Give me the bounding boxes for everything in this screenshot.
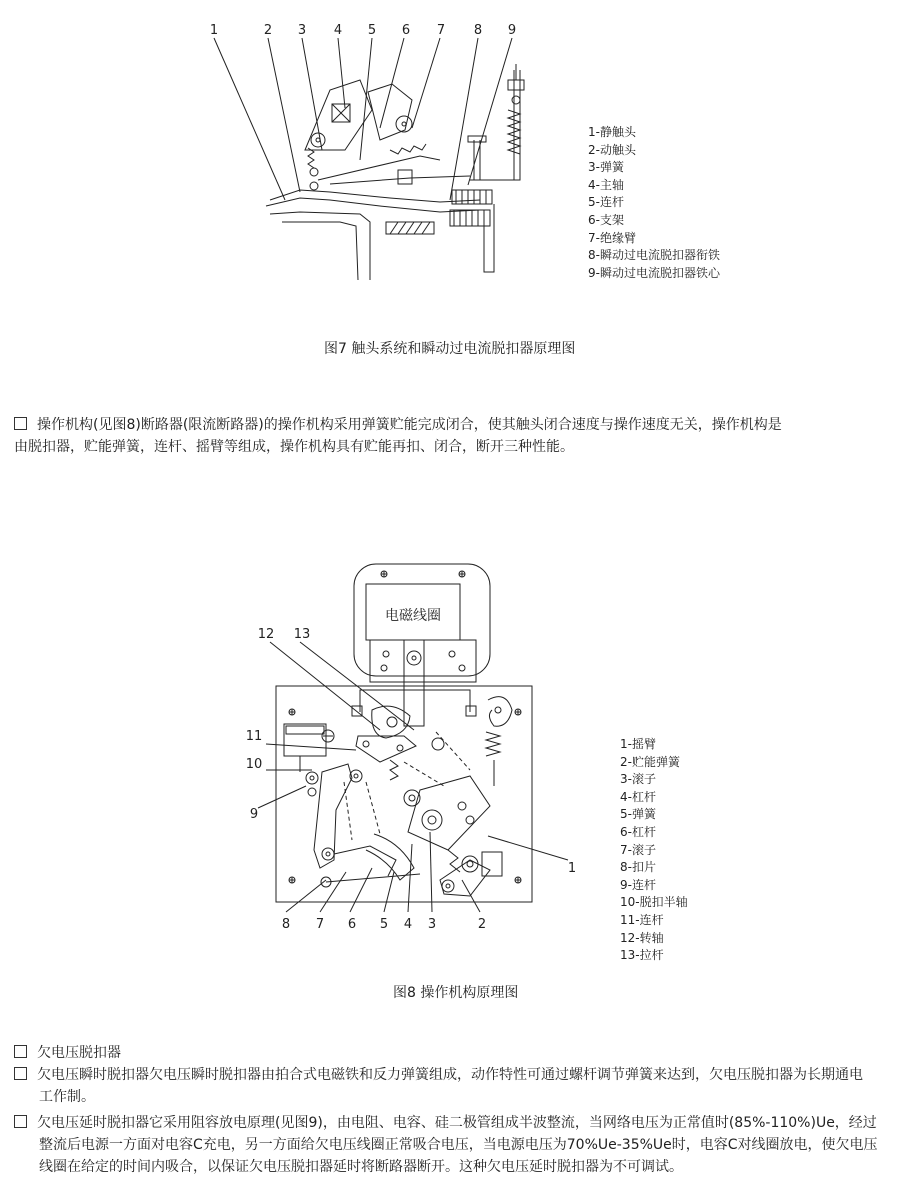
fig8-callout-8: 8 — [281, 917, 291, 932]
fig8-legend-item: 7-滚子 — [620, 842, 656, 857]
checkbox-icon — [14, 1115, 27, 1128]
fig8-legend-item: 12-转轴 — [620, 930, 664, 945]
figure-8 — [0, 550, 920, 1000]
fig8-legend-item: 1-摇臂 — [620, 737, 656, 751]
fig8-legend-item: 5-弹簧 — [620, 807, 656, 822]
fig8-callout-2: 2 — [477, 917, 487, 932]
fig7-legend-item: 2-动触头 — [588, 142, 636, 157]
fig8-callout-12: 12 — [257, 627, 275, 642]
mechanism-line-1: 操作机构(见图8)断路器(限流断路器)的操作机构采用弹簧贮能完成闭合，使其触头闭合速度与操作速度无关，操作机构是 — [14, 414, 782, 436]
fig8-legend-item: 2-贮能弹簧 — [620, 754, 680, 769]
fig7-legend-item: 8-瞬动过电流脱扣器衔铁 — [588, 248, 720, 263]
figure-7-caption: 图7 触头系统和瞬动过电流脱扣器原理图 — [324, 341, 576, 357]
fig8-callout-10: 10 — [245, 757, 263, 772]
mechanism-line-2: 由脱扣器，贮能弹簧，连杆、摇臂等组成，操作机构具有贮能再扣、闭合，断开三种性能。 — [14, 439, 574, 455]
fig8-legend-item: 13-拉杆 — [620, 948, 664, 963]
fig7-callout-1: 1 — [209, 23, 219, 38]
delay-line-1: 欠电压延时脱扣器它采用阻容放电原理(见图9)，由电阻、电容、硅二极管组成半波整流，当网络电压为正常值时(85%-110%)Ue，经过 — [14, 1112, 878, 1134]
fig7-legend-item: 6-支架 — [588, 212, 624, 227]
fig7-legend-item: 5-连杆 — [588, 195, 624, 210]
figure-7 — [0, 0, 920, 370]
fig7-legend-item: 4-主轴 — [588, 177, 624, 192]
fig7-callout-5: 5 — [367, 23, 377, 38]
fig7-legend — [588, 124, 720, 282]
fig8-callout-1: 1 — [567, 861, 577, 876]
fig7-legend-item: 3-弹簧 — [588, 160, 624, 175]
checkbox-icon — [14, 417, 27, 430]
figure-8-drawing — [0, 550, 920, 950]
fig8-callout-13: 13 — [293, 627, 311, 642]
fig7-legend-item: 9-瞬动过电流脱扣器铁心 — [588, 265, 720, 280]
fig8-legend-item: 8-扣片 — [620, 860, 656, 875]
fig7-legend-item: 7-绝缘臂 — [588, 230, 636, 245]
instant-line-1: 欠电压瞬时脱扣器欠电压瞬时脱扣器由拍合式电磁铁和反力弹簧组成，动作特性可通过螺杆调节弹簧来达到，欠电压脱扣器为长期通电 — [14, 1064, 878, 1086]
figure-7-drawing — [0, 0, 920, 300]
fig7-callout-4: 4 — [333, 23, 343, 38]
fig7-callout-8: 8 — [473, 23, 483, 38]
figure-8-caption: 图8 操作机构原理图 — [393, 985, 519, 1001]
checkbox-icon — [14, 1067, 27, 1080]
fig8-legend-item: 3-滚子 — [620, 772, 656, 787]
fig8-legend-item: 6-杠杆 — [620, 824, 656, 839]
fig8-legend-item: 11-连杆 — [620, 912, 664, 927]
fig8-legend-item: 4-杠杆 — [620, 789, 656, 804]
fig8-legend-item: 9-连杆 — [620, 877, 656, 892]
instant-line-2: 工作制。 — [39, 1089, 95, 1105]
fig7-callout-7: 7 — [436, 23, 446, 38]
delay-line-2: 整流后电源一方面对电容C充电，另一方面给欠电压线圈正常吸合电压，当电源电压为70%Ue-35%Ue时，电容C对线圈放电，使欠电压 — [39, 1137, 878, 1153]
fig8-legend-item: 10-脱扣半轴 — [620, 895, 688, 910]
fig8-callout-3: 3 — [427, 917, 437, 932]
fig8-callout-9: 9 — [249, 807, 259, 822]
fig7-callout-9: 9 — [507, 23, 517, 38]
fig8-callout-6: 6 — [347, 917, 357, 932]
fig7-callout-2: 2 — [263, 23, 273, 38]
undervoltage-heading: 欠电压脱扣器 — [14, 1042, 878, 1064]
undervoltage-section — [14, 1042, 878, 1178]
delay-line-3: 线圈在给定的时间内吸合，以保证欠电压脱扣器延时将断路器断开。这种欠电压延时脱扣器为不可调试。 — [39, 1159, 683, 1175]
fig8-callout-11: 11 — [245, 729, 263, 744]
fig7-legend-item: 1-静触头 — [588, 125, 636, 139]
fig7-callout-3: 3 — [297, 23, 307, 38]
fig8-callout-7: 7 — [315, 917, 325, 932]
fig7-callout-6: 6 — [401, 23, 411, 38]
fig8-callout-5: 5 — [379, 917, 389, 932]
mechanism-paragraph — [14, 414, 782, 458]
checkbox-icon — [14, 1045, 27, 1058]
coil-label: 电磁线圈 — [385, 608, 441, 624]
fig8-legend — [620, 736, 688, 965]
fig8-callout-4: 4 — [403, 917, 413, 932]
